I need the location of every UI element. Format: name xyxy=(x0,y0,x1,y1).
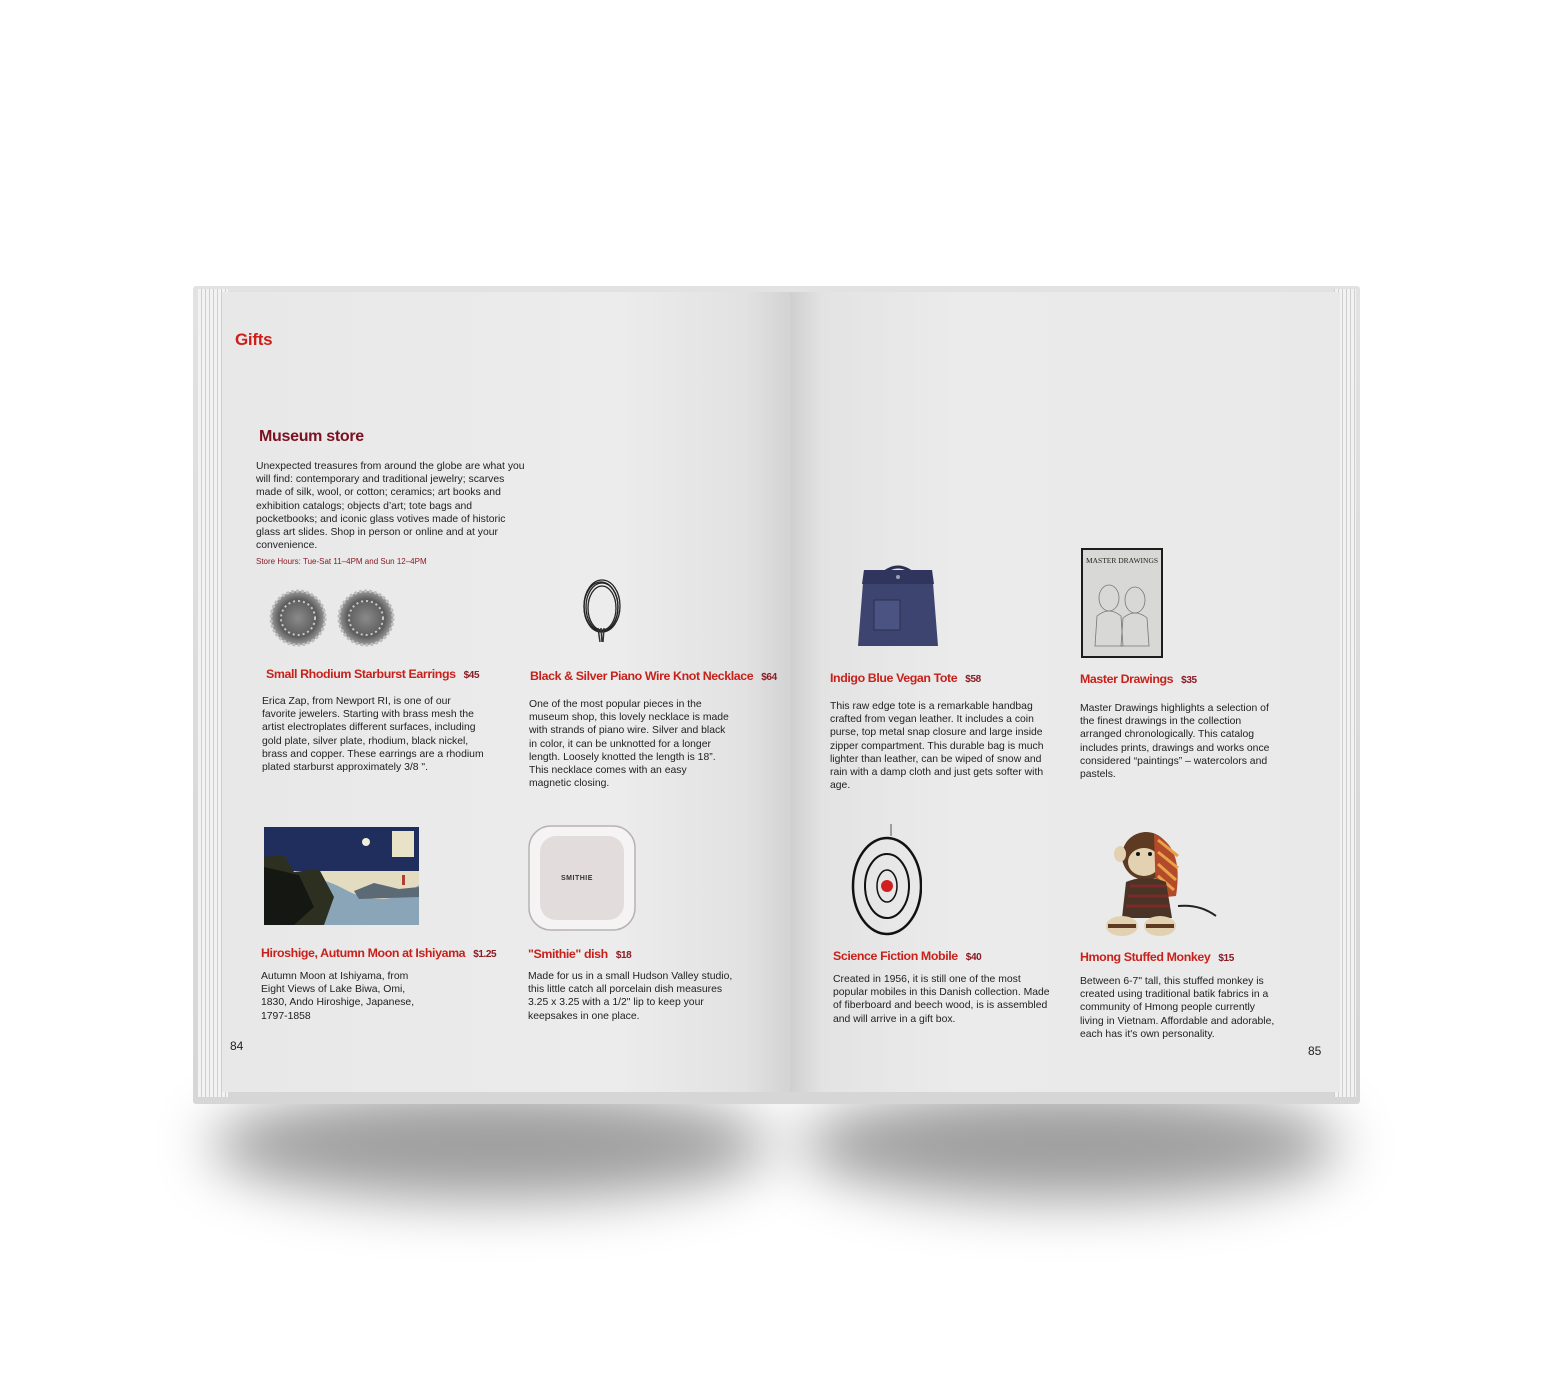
product-price-master-drawings: $35 xyxy=(1181,675,1197,686)
product-title-mobile[interactable]: Science Fiction Mobile $40 xyxy=(833,949,982,963)
product-title-earrings[interactable]: Small Rhodium Starburst Earrings $45 xyxy=(266,667,480,681)
book-shadow-right xyxy=(800,1090,1340,1200)
page-number-right: 85 xyxy=(1308,1044,1322,1058)
product-price-mobile: $40 xyxy=(965,952,982,963)
dish-stamp-text: SMITHIE xyxy=(561,875,593,882)
starburst-earrings-image xyxy=(268,588,396,648)
product-price-earrings: $45 xyxy=(463,670,480,681)
mobile-image xyxy=(848,824,922,938)
book-shadow-left xyxy=(210,1090,770,1200)
section-tag: Gifts xyxy=(235,330,273,349)
product-description-tote: This raw edge tote is a remarkable handbag crafted from vegan leather. It includes a coin purse, top metal snap closure and large inside zipper compartment. This durable bag is much lighter than leather, can be wiped of snow and rain with a damp cloth and just gets softer with age. xyxy=(830,701,1044,792)
product-description-dish: Made for us in a small Hudson Valley studio, this little catch all porcelain dish measures 3.25 x 3.25 with a 1/2" lip to keep your keepsakes in one place. xyxy=(528,971,733,1022)
product-title-dish[interactable]: "Smithie" dish $18 xyxy=(528,947,632,961)
page-heading: Museum store xyxy=(259,428,364,445)
left-page xyxy=(222,292,790,1092)
product-title-necklace[interactable]: Black & Silver Piano Wire Knot Necklace $64 xyxy=(530,669,777,683)
product-description-earrings: Erica Zap, from Newport RI, is one of our favorite jewelers. Starting with brass mesh the artist electroplates different surfaces, including gold plate, silver plate, rhodium, black nickel, brass and copper. These earrings are a rhodium plated starburst approximately 3/8 ". xyxy=(262,696,484,774)
page-number-left: 84 xyxy=(230,1039,244,1053)
product-title-monkey[interactable]: Hmong Stuffed Monkey $15 xyxy=(1080,950,1234,964)
product-price-dish: $18 xyxy=(615,950,632,961)
tote-bag-image xyxy=(850,562,946,652)
product-price-monkey: $15 xyxy=(1218,953,1234,964)
product-description-master-drawings: Master Drawings highlights a selection of the finest drawings in the collection arranged chronologically. This catalog includes prints, drawings and works once considered “paintings” – watercolors and pastels. xyxy=(1080,703,1270,781)
product-price-hiroshige: $1.25 xyxy=(473,949,497,960)
wire-knot-necklace-image xyxy=(580,576,624,646)
product-title-master-drawings[interactable]: Master Drawings $35 xyxy=(1080,672,1197,686)
product-title-hiroshige[interactable]: Hiroshige, Autumn Moon at Ishiyama $1.25 xyxy=(261,946,497,960)
master-drawings-book-image xyxy=(1081,548,1163,658)
product-title-tote[interactable]: Indigo Blue Vegan Tote $58 xyxy=(830,671,981,685)
intro-paragraph: Unexpected treasures from around the globe are what you will find: contemporary and traditional jewelry; scarves made of silk, wool, or cotton; ceramics; art books and exhibition catalogs; objects d’art; tote bags and pocketbooks; and iconic glass votives made of historic glass art slides. Shop in person or online and at your convenience. xyxy=(256,461,525,552)
product-price-tote: $58 xyxy=(965,674,981,685)
product-description-monkey: Between 6-7" tall, this stuffed monkey is created using traditional batik fabrics in a community of Hmong people currently living in Vietnam. Affordable and adorable, each has it's own personality. xyxy=(1080,976,1275,1040)
store-hours: Store Hours: Tue-Sat 11–4PM and Sun 12–4PM xyxy=(256,557,427,566)
product-description-mobile: Created in 1956, it is still one of the most popular mobiles in this Danish collection. Made of fiberboard and beech wood, is is assembled and will arrive in a gift box. xyxy=(833,974,1050,1025)
product-price-necklace: $64 xyxy=(761,672,777,683)
product-description-hiroshige: Autumn Moon at Ishiyama, from Eight Views of Lake Biwa, Omi, 1830, Ando Hiroshige, Japanese, 1797-1858 xyxy=(261,971,415,1022)
book-cover-title: MASTER DRAWINGS xyxy=(1085,556,1159,565)
stuffed-monkey-image xyxy=(1096,826,1218,938)
product-description-necklace: One of the most popular pieces in the museum shop, this lovely necklace is made with strands of piano wire. Silver and black in color, it can be unknotted for a longer length. Loosely knotted the length is 18”. This necklace comes with an easy magnetic closing. xyxy=(529,699,729,790)
hiroshige-print-image xyxy=(264,827,419,925)
right-page xyxy=(790,292,1340,1092)
